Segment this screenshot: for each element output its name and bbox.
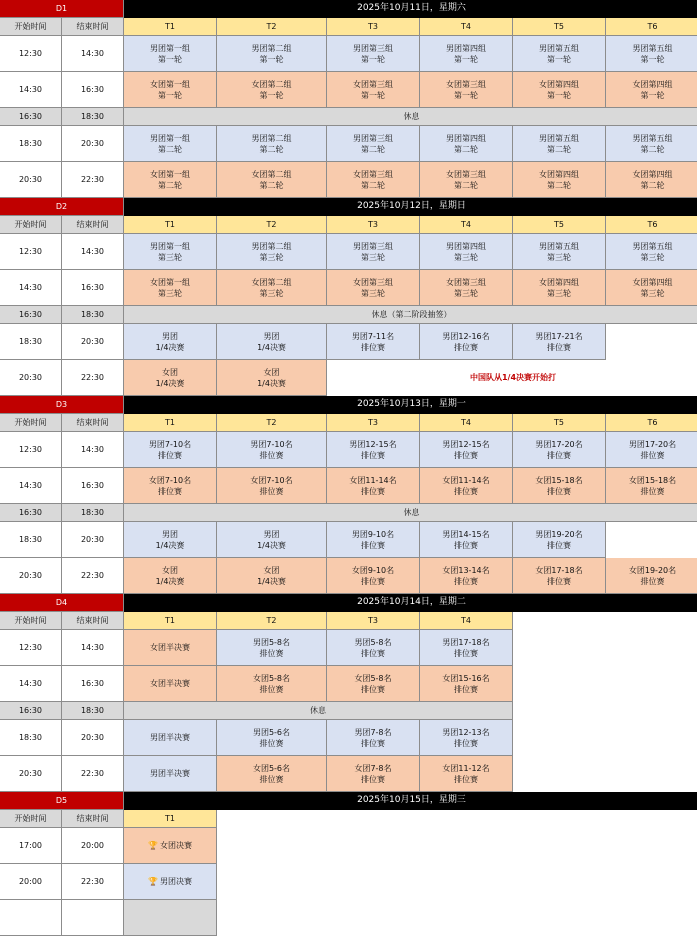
start-time-header: 开始时间: [0, 414, 62, 432]
table-header: T3: [327, 18, 420, 36]
match-cell-women: 女团第三组 第一轮: [420, 72, 513, 108]
match-cell-men: 男团第五组 第三轮: [513, 234, 606, 270]
match-cell-men: 男团第五组 第一轮: [606, 36, 697, 72]
table-header: T4: [420, 612, 513, 630]
end-time: 20:30: [62, 522, 124, 558]
match-cell-men: 男团第三组 第三轮: [327, 234, 420, 270]
table-header: T2: [217, 414, 327, 432]
table-header: T6: [606, 18, 697, 36]
start-time: 20:30: [0, 162, 62, 198]
match-cell-men: 男团第二组 第二轮: [217, 126, 327, 162]
start-time: 20:30: [0, 360, 62, 396]
match-cell-women: 女团5-8名 排位赛: [217, 666, 327, 702]
match-cell-women: 女团第四组 第一轮: [606, 72, 697, 108]
match-cell-women: 女团7-8名 排位赛: [327, 756, 420, 792]
table-header: T1: [124, 810, 217, 828]
match-cell-women: 女团半决赛: [124, 666, 217, 702]
end-time: 16:30: [62, 270, 124, 306]
match-cell-women: 女团第三组 第三轮: [327, 270, 420, 306]
match-cell-women: 女团第一组 第三轮: [124, 270, 217, 306]
start-time: 12:30: [0, 432, 62, 468]
date-title: 2025年10月12日，星期日: [124, 198, 697, 216]
match-cell-women: 女团第四组 第二轮: [513, 162, 606, 198]
final-label: 女团决赛: [159, 841, 192, 850]
end-time: 22:30: [62, 558, 124, 594]
break-row: 休息: [124, 504, 697, 522]
empty-area: [513, 612, 697, 630]
match-cell-women: 女团第三组 第二轮: [420, 162, 513, 198]
match-cell-women: 女团11-14名 排位赛: [420, 468, 513, 504]
empty-cell: [606, 324, 697, 360]
start-time: 18:30: [0, 720, 62, 756]
table-header: T2: [217, 216, 327, 234]
match-cell-women: 女团15-18名 排位赛: [513, 468, 606, 504]
start-time: 12:30: [0, 36, 62, 72]
start-time: 18:30: [0, 126, 62, 162]
date-title: 2025年10月11日，星期六: [124, 0, 697, 18]
match-cell-men: 男团12-15名 排位赛: [327, 432, 420, 468]
match-cell-women: 女团11-12名 排位赛: [420, 756, 513, 792]
empty-cell: [124, 900, 217, 936]
match-cell-men: 男团半决赛: [124, 720, 217, 756]
day-label: D4: [0, 594, 124, 612]
start-time: 14:30: [0, 468, 62, 504]
end-time: 20:30: [62, 126, 124, 162]
match-cell-women: [124, 828, 217, 864]
empty-area: [513, 630, 697, 666]
end-time: [62, 900, 124, 936]
match-cell-women: 女团第二组 第三轮: [217, 270, 327, 306]
match-cell-men: 男团7-10名 排位赛: [217, 432, 327, 468]
match-cell-women: 女团15-16名 排位赛: [420, 666, 513, 702]
match-cell-women: 女团 1/4决赛: [124, 360, 217, 396]
empty-area: [217, 810, 697, 828]
match-cell-women: 女团第三组 第三轮: [420, 270, 513, 306]
match-cell-men: 男团第四组 第二轮: [420, 126, 513, 162]
start-time-header: 开始时间: [0, 810, 62, 828]
end-time-header: 结束时间: [62, 414, 124, 432]
match-cell-women: 女团13-14名 排位赛: [420, 558, 513, 594]
date-title: 2025年10月13日，星期一: [124, 396, 697, 414]
match-cell-women: 女团第四组 第二轮: [606, 162, 697, 198]
table-header: T1: [124, 216, 217, 234]
match-cell-women: 女团11-14名 排位赛: [327, 468, 420, 504]
match-cell-men: 男团第一组 第二轮: [124, 126, 217, 162]
start-time: 12:30: [0, 630, 62, 666]
table-header: T2: [217, 612, 327, 630]
start-time: 14:30: [0, 666, 62, 702]
match-cell-men: 男团第二组 第三轮: [217, 234, 327, 270]
end-time: 20:30: [62, 324, 124, 360]
start-time: 16:30: [0, 306, 62, 324]
end-time: 14:30: [62, 234, 124, 270]
end-time-header: 结束时间: [62, 810, 124, 828]
match-cell-women: 女团 1/4决赛: [217, 558, 327, 594]
trophy-icon: 🏆: [148, 877, 158, 886]
match-cell-women: 女团第四组 第三轮: [606, 270, 697, 306]
match-cell-women: 女团第一组 第二轮: [124, 162, 217, 198]
match-cell-women: 女团第三组 第一轮: [327, 72, 420, 108]
start-time: 18:30: [0, 522, 62, 558]
start-time-header: 开始时间: [0, 18, 62, 36]
match-cell-men: 男团第三组 第二轮: [327, 126, 420, 162]
match-cell-men: [124, 864, 217, 900]
match-cell-men: 男团 1/4决赛: [124, 324, 217, 360]
final-label: 男团决赛: [159, 877, 192, 886]
start-time: 20:30: [0, 756, 62, 792]
match-cell-men: 男团 1/4决赛: [217, 522, 327, 558]
empty-area: [513, 666, 697, 702]
end-time: 22:30: [62, 360, 124, 396]
match-cell-women: 女团半决赛: [124, 630, 217, 666]
match-cell-women: 女团 1/4决赛: [124, 558, 217, 594]
match-cell-men: 男团17-20名 排位赛: [606, 432, 697, 468]
break-row: 休息: [124, 108, 697, 126]
break-row: 休息: [124, 702, 513, 720]
start-time: 16:30: [0, 702, 62, 720]
day-label: D1: [0, 0, 124, 18]
end-time-header: 结束时间: [62, 18, 124, 36]
day-label: D2: [0, 198, 124, 216]
end-time: 20:00: [62, 828, 124, 864]
match-cell-men: 男团12-13名 排位赛: [420, 720, 513, 756]
match-cell-men: 男团7-10名 排位赛: [124, 432, 217, 468]
start-time: 17:00: [0, 828, 62, 864]
start-time-header: 开始时间: [0, 216, 62, 234]
table-header: T4: [420, 414, 513, 432]
end-time: 16:30: [62, 666, 124, 702]
match-cell-men: 男团第四组 第一轮: [420, 36, 513, 72]
match-cell-men: 男团7-11名 排位赛: [327, 324, 420, 360]
break-row: 休息（第二阶段抽签）: [124, 306, 697, 324]
start-time: 18:30: [0, 324, 62, 360]
start-time: 16:30: [0, 108, 62, 126]
match-cell-women: 女团第四组 第三轮: [513, 270, 606, 306]
match-cell-women: 女团5-6名 排位赛: [217, 756, 327, 792]
table-header: T5: [513, 414, 606, 432]
table-header: T1: [124, 18, 217, 36]
empty-cell: [606, 522, 697, 558]
table-header: T3: [327, 612, 420, 630]
schedule-note: 中国队从1/4决赛开始打: [327, 360, 697, 396]
match-cell-men: 男团17-20名 排位赛: [513, 432, 606, 468]
match-cell-women: 女团15-18名 排位赛: [606, 468, 697, 504]
table-header: T1: [124, 414, 217, 432]
empty-area: [513, 756, 697, 792]
match-cell-men: 男团7-8名 排位赛: [327, 720, 420, 756]
match-cell-men: 男团5-8名 排位赛: [217, 630, 327, 666]
start-time: 20:00: [0, 864, 62, 900]
end-time: 14:30: [62, 432, 124, 468]
table-header: T6: [606, 216, 697, 234]
start-time: 14:30: [0, 72, 62, 108]
start-time: 16:30: [0, 504, 62, 522]
match-cell-women: 女团17-18名 排位赛: [513, 558, 606, 594]
table-header: T3: [327, 414, 420, 432]
match-cell-women: 女团 1/4决赛: [217, 360, 327, 396]
match-cell-women: 女团9-10名 排位赛: [327, 558, 420, 594]
table-header: T2: [217, 18, 327, 36]
day-label: D3: [0, 396, 124, 414]
end-time: 14:30: [62, 36, 124, 72]
match-cell-men: 男团17-21名 排位赛: [513, 324, 606, 360]
match-cell-men: 男团第一组 第一轮: [124, 36, 217, 72]
match-cell-men: 男团第二组 第一轮: [217, 36, 327, 72]
match-cell-men: 男团17-18名 排位赛: [420, 630, 513, 666]
end-time: 20:30: [62, 720, 124, 756]
match-cell-men: 男团19-20名 排位赛: [513, 522, 606, 558]
match-cell-women: 女团第二组 第一轮: [217, 72, 327, 108]
end-time: 16:30: [62, 72, 124, 108]
match-cell-men: 男团第五组 第二轮: [606, 126, 697, 162]
end-time: 18:30: [62, 702, 124, 720]
match-cell-men: 男团14-15名 排位赛: [420, 522, 513, 558]
empty-area: [217, 864, 697, 900]
end-time: 18:30: [62, 504, 124, 522]
match-cell-men: 男团第五组 第二轮: [513, 126, 606, 162]
match-cell-men: 男团半决赛: [124, 756, 217, 792]
match-cell-men: 男团第五组 第一轮: [513, 36, 606, 72]
match-cell-men: 男团5-6名 排位赛: [217, 720, 327, 756]
trophy-icon: 🏆: [148, 841, 158, 850]
end-time-header: 结束时间: [62, 216, 124, 234]
empty-area: [513, 702, 697, 720]
start-time: 12:30: [0, 234, 62, 270]
match-cell-men: 男团 1/4决赛: [124, 522, 217, 558]
match-cell-women: 女团第二组 第二轮: [217, 162, 327, 198]
match-cell-women: 女团7-10名 排位赛: [124, 468, 217, 504]
match-cell-women: 女团7-10名 排位赛: [217, 468, 327, 504]
date-title: 2025年10月14日，星期二: [124, 594, 697, 612]
table-header: T4: [420, 216, 513, 234]
match-cell-men: 男团12-16名 排位赛: [420, 324, 513, 360]
match-cell-women: 女团19-20名 排位赛: [606, 558, 697, 594]
match-cell-men: 男团12-15名 排位赛: [420, 432, 513, 468]
match-cell-women: 女团第三组 第二轮: [327, 162, 420, 198]
table-header: T6: [606, 414, 697, 432]
empty-area: [217, 828, 697, 864]
empty-area: [217, 900, 697, 936]
end-time-header: 结束时间: [62, 612, 124, 630]
empty-area: [513, 720, 697, 756]
end-time: 22:30: [62, 162, 124, 198]
end-time: 18:30: [62, 108, 124, 126]
match-cell-men: 男团第三组 第一轮: [327, 36, 420, 72]
day-label: D5: [0, 792, 124, 810]
start-time: [0, 900, 62, 936]
table-header: T1: [124, 612, 217, 630]
date-title: 2025年10月15日，星期三: [124, 792, 697, 810]
end-time: 16:30: [62, 468, 124, 504]
match-cell-men: 男团9-10名 排位赛: [327, 522, 420, 558]
match-cell-men: 男团 1/4决赛: [217, 324, 327, 360]
start-time-header: 开始时间: [0, 612, 62, 630]
match-cell-women: 女团5-8名 排位赛: [327, 666, 420, 702]
match-cell-women: 女团第四组 第一轮: [513, 72, 606, 108]
match-cell-men: 男团第一组 第三轮: [124, 234, 217, 270]
match-cell-men: 男团第五组 第三轮: [606, 234, 697, 270]
table-header: T5: [513, 18, 606, 36]
end-time: 14:30: [62, 630, 124, 666]
end-time: 22:30: [62, 864, 124, 900]
match-cell-men: 男团第四组 第三轮: [420, 234, 513, 270]
table-header: T3: [327, 216, 420, 234]
start-time: 14:30: [0, 270, 62, 306]
end-time: 18:30: [62, 306, 124, 324]
end-time: 22:30: [62, 756, 124, 792]
match-cell-women: 女团第一组 第一轮: [124, 72, 217, 108]
match-cell-men: 男团5-8名 排位赛: [327, 630, 420, 666]
start-time: 20:30: [0, 558, 62, 594]
table-header: T5: [513, 216, 606, 234]
table-header: T4: [420, 18, 513, 36]
